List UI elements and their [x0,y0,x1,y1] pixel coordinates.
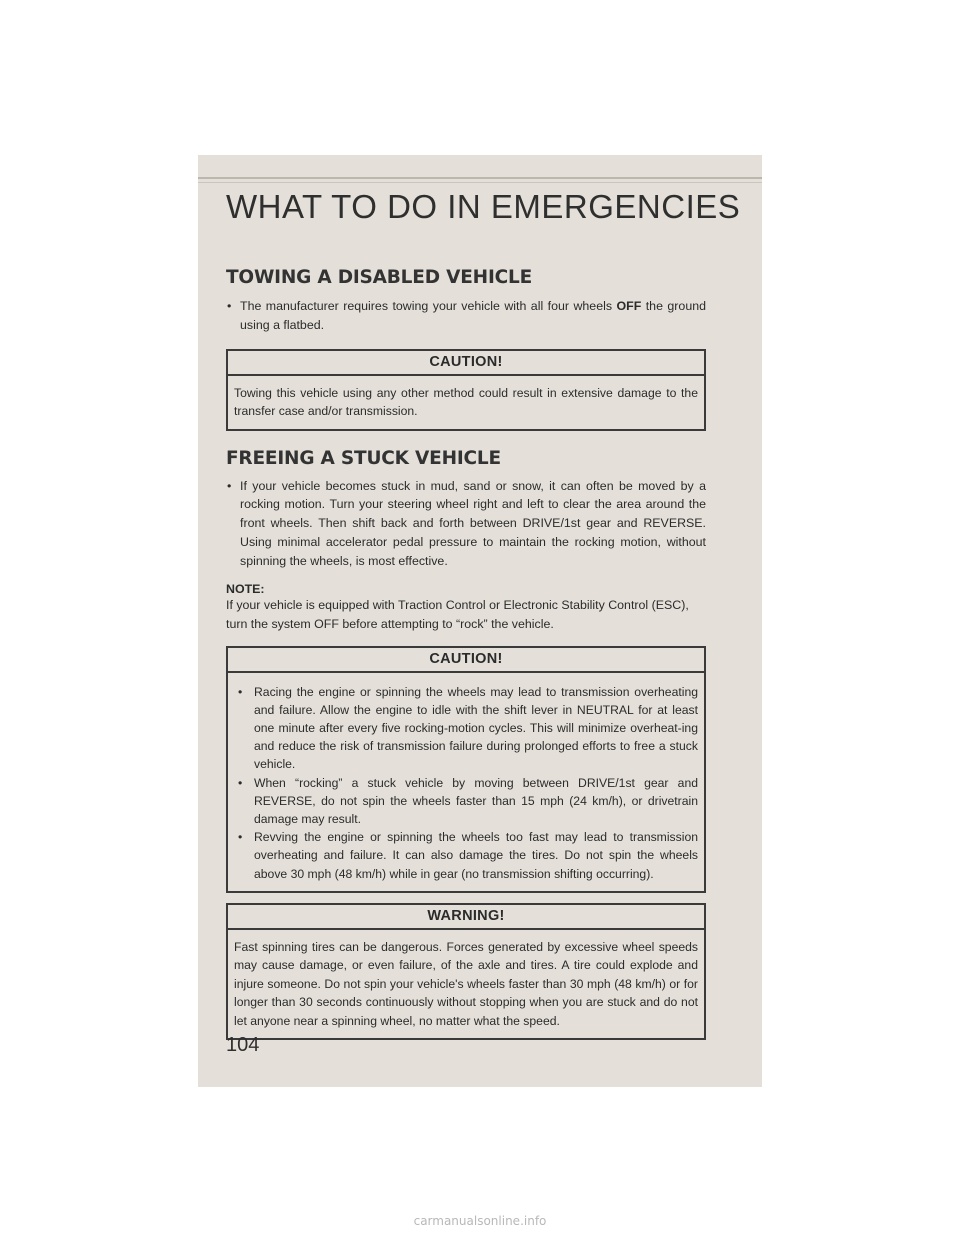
header-rule-thin [198,182,762,183]
caution-title: CAUTION! [228,351,704,376]
towing-text-bold: OFF [616,299,642,313]
caution-title: CAUTION! [228,648,704,673]
page-number: 104 [226,1034,260,1056]
caution-item [234,828,698,883]
caution-item [234,774,698,829]
warning-text: Fast spinning tires can be dangerous. Forces generated by excessive wheel speeds may cause damage, or even failure, of the axle and tires. A tire could explode and injure someone. Do not spin your vehicle's wheels faster than 30 mph (48 km/h) or for longer than 30 seconds continuously without stopping when you are stuck and do not let anyone near a spinning wheel, no matter what the speed. [234,939,698,1028]
towing-caution-box [226,349,706,431]
bullet-dot: • [238,830,243,845]
freeing-caution-box [226,646,706,893]
caution-item-text: Revving the engine or spinning the wheels too fast may lead to transmission overheating and failure. It can also damage the tires. Do not spin the wheels above 30 mph (48 km/h) while in gear (no transmission shifting occurring). [254,830,698,881]
bullet-dot: • [238,684,243,699]
header-rule [198,177,762,179]
bullet-dot: • [227,478,232,493]
towing-text-part2: the ground using a flatbed. [240,299,706,332]
towing-text-part1: The manufacturer requires towing your vehicle with all four wheels [240,299,617,313]
manual-page [198,155,762,1087]
watermark: carmanualsonline.info [413,1214,547,1228]
page-content [226,267,706,1040]
towing-bullet [226,297,706,335]
caution-item-text: Racing the engine or spinning the wheels may lead to transmission overheating and failure. Allow the engine to idle with the shift lever in NEUTRAL for at least one minute after every five rocking-motion cycles. This will minimize overheat-ing and reduce the risk of transmission failure during prolonged efforts to free a stuck vehicle. [254,684,698,772]
caution-list [228,673,704,891]
note-text: If your vehicle is equipped with Traction Control or Electronic Stability Control (ESC), turn the system OFF before attempting to “rock” the vehicle. [226,597,689,632]
caution-item-text: When “rocking” a stuck vehicle by moving between DRIVE/1st gear and REVERSE, do not spin the wheels faster than 15 mph (24 km/h), or drivetrain damage may result. [254,775,698,826]
note-label: NOTE: [226,581,265,596]
towing-heading: TOWING A DISABLED VEHICLE [226,267,533,288]
freeing-bullet-text: If your vehicle becomes stuck in mud, sand or snow, it can often be moved by a rocking motion. Turn your steering wheel right and left to clear the area around the front wheels. Then shift back and forth between DRIVE/1st gear and REVERSE. Using minimal accelerator pedal pressure to maintain the rocking motion, without spinning the wheels, is most effective. [240,478,706,568]
section-title: WHAT TO DO IN EMERGENCIES [226,188,741,225]
caution-item [234,683,698,774]
warning-box [226,903,706,1041]
bullet-dot: • [238,775,243,790]
caution-text: Towing this vehicle using any other method could result in extensive damage to the transfer case and/or transmission. [234,385,698,419]
bullet-dot: • [227,299,232,313]
freeing-bullet [226,477,706,571]
freeing-heading: FREEING A STUCK VEHICLE [226,447,501,469]
warning-title: WARNING! [228,905,704,930]
